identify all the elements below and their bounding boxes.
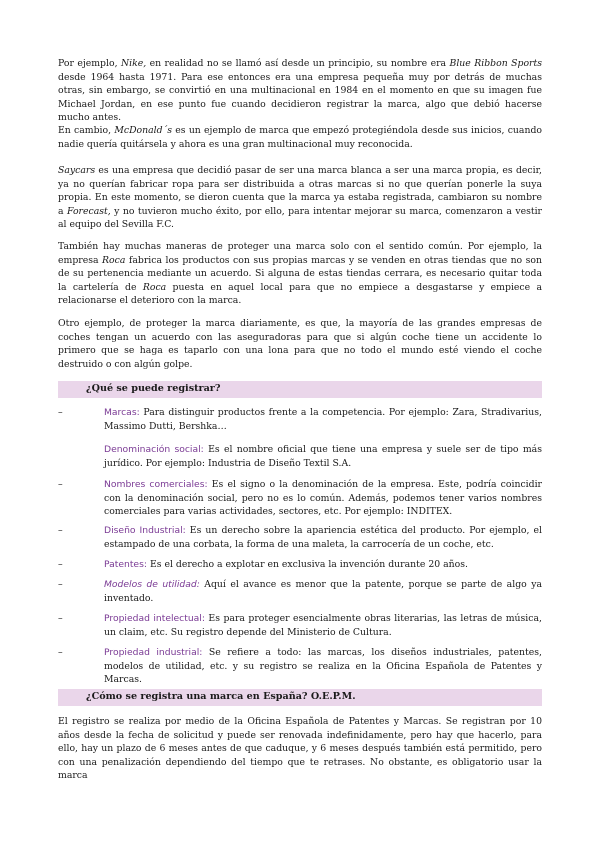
term-description: Es el derecho a explotar en exclusiva la invención durante 20 años.: [146, 559, 468, 570]
list-dash: –: [58, 579, 63, 590]
list-dash: –: [58, 525, 63, 536]
list-dash: –: [58, 407, 63, 418]
list-item-marcas: [104, 406, 542, 433]
paragraph-roca: [58, 240, 542, 308]
term-description: Es el nombre oficial que tiene una empresa y suele ser de tipo más jurídico. Por ejemplo: Industria de Diseño Textil S.A.: [104, 444, 542, 469]
paragraph-saycars: [58, 164, 542, 232]
term-label: Marcas:: [104, 407, 140, 418]
text: También hay muchas maneras de proteger una marca solo con el sentido común. Por ejemplo, la empresa: [58, 241, 542, 266]
section-heading-how-to-register: [58, 689, 542, 706]
term-description: Es para proteger esencialmente obras literarias, las letras de música, un claim, etc. Su registro depende del Ministerio de Cultura.: [104, 613, 542, 638]
paragraph-car-insurers: Otro ejemplo, de proteger la marca diariamente, es que, la mayoría de las grandes empresas de coches tengan un acuerdo con las aseguradoras para que si algún coche tiene un accidente lo primero que se haga es taparlo con una lona para que no todo el mundo esté viendo el coche destruido o con algún golpe.: [58, 318, 542, 370]
text: fabrica los productos con sus propias marcas y se venden en otras tiendas que no son de su pertenencia mediante un acuerdo. Si alguna de estas tiendas cerrara, es necesario quitar toda la cartelería de: [58, 254, 543, 293]
list-dash: –: [58, 647, 63, 658]
term-label: Diseño Industrial:: [104, 525, 186, 536]
text: puesta en aquel local para que no empiece a desgastarse y empiece a relacionarse el deterioro con la marca.: [58, 281, 542, 307]
term-description: Para distinguir productos frente a la competencia. Por ejemplo: Zara, Stradivarius, Massimo Dutti, Bershka…: [104, 407, 542, 432]
term-label: Propiedad intelectual:: [104, 613, 205, 624]
brand-roca: Roca: [142, 281, 167, 293]
text: en realidad no se llamó así desde un principio, su nombre era: [146, 58, 450, 69]
term-description: Aquí el avance es menor que la patente, porque se parte de algo ya inventado.: [104, 579, 542, 604]
brand-nike: Nike,: [120, 58, 147, 69]
section-heading-text: ¿Cómo se registra una marca en España? O.E.P.M.: [86, 691, 356, 702]
text: es una empresa que decidió pasar de ser una marca blanca a ser una marca propia, es decir, ya no querían fabricar ropa para ser distribuida a otras marcas si no que querían ponerle la suya propia. En este momento, se dieron cuenta que la marca ya estaba registrada, cambiaron su nombre a: [58, 165, 542, 217]
section-heading-text: ¿Qué se puede registrar?: [86, 383, 221, 394]
term-label: Denominación social:: [104, 444, 204, 455]
term-description: Es un derecho sobre la apariencia estética del producto. Por ejemplo, el estampado de una corbata, la forma de una maleta, la carrocería de un coche, etc.: [104, 525, 542, 550]
text: y no tuvieron mucho éxito, por ello, para intentar mejorar su marca, comenzaron a vestir al equipo del Sevilla F.C.: [58, 205, 542, 231]
term-label: Nombres comerciales:: [104, 479, 208, 490]
list-item-modelos-de-utilidad: [104, 578, 542, 605]
list-dash: –: [58, 613, 63, 624]
text: En cambio,: [58, 125, 115, 136]
brand-forecast: Forecast,: [67, 205, 111, 217]
paragraph-mcdonalds: [58, 124, 542, 151]
list-dash: –: [58, 559, 63, 570]
paragraph-nike: [58, 57, 542, 125]
term-description: Se refiere a todo: las marcas, los diseños industriales, patentes, modelos de utilidad, etc. y su registro se realiza en la Oficina Española de Patentes y Marcas.: [104, 647, 542, 686]
term-label: Modelos de utilidad:: [104, 579, 200, 590]
list-dash: –: [58, 479, 63, 490]
section-heading-what-can-be-registered: [58, 381, 542, 398]
list-item-patentes: [104, 558, 542, 572]
list-item-propiedad-industrial: [104, 646, 542, 687]
term-label: Propiedad industrial:: [104, 647, 203, 658]
term-description: Es el signo o la denominación de la empresa. Este, podría coincidir con la denominación social, pero no es lo común. Además, podemos tener varios nombres comerciales para varias actividades, sectores, etc. Por ejemplo: INDITEX.: [104, 479, 542, 518]
list-item-propiedad-intelectual: [104, 612, 542, 639]
brand-mcdonalds: McDonald´s: [114, 125, 173, 136]
brand-saycars: Saycars: [58, 165, 96, 176]
brand-blue-ribbon: Blue Ribbon Sports: [449, 58, 542, 69]
brand-roca: Roca: [102, 254, 126, 266]
list-item-nombres-comerciales: [104, 478, 542, 519]
paragraph-oepm-registration: El registro se realiza por medio de la Oficina Española de Patentes y Marcas. Se registran por 10 años desde la fecha de solicitud y puede ser renovada indefinidamente, pero hay que hacerlo, para ello, hay un plazo de 6 meses antes de que caduque, y 6 meses después también está permitido, pero con una penalización dependiendo del tiempo que te retrases. No obstante, es obligatorio usar la marca: [58, 716, 542, 782]
text: desde 1964 hasta 1971. Para ese entonces era una empresa pequeña muy por detrás de muchas otras, sin embargo, se convirtió en una multinacional en 1984 en el momento en que su imagen fue Michael Jordan, en ese punto fue cuando decidieron registrar la marca, algo que debió hacerse mucho antes.: [58, 71, 542, 124]
list-item-diseno-industrial: [104, 524, 542, 551]
list-item-denominacion-social: [104, 443, 542, 470]
term-label: Patentes:: [104, 559, 147, 570]
text: Por ejemplo,: [58, 58, 121, 69]
text: es un ejemplo de marca que empezó protegiéndola desde sus inicios, cuando nadie quería quitársela y ahora es una gran multinacional muy reconocida.: [58, 125, 542, 150]
